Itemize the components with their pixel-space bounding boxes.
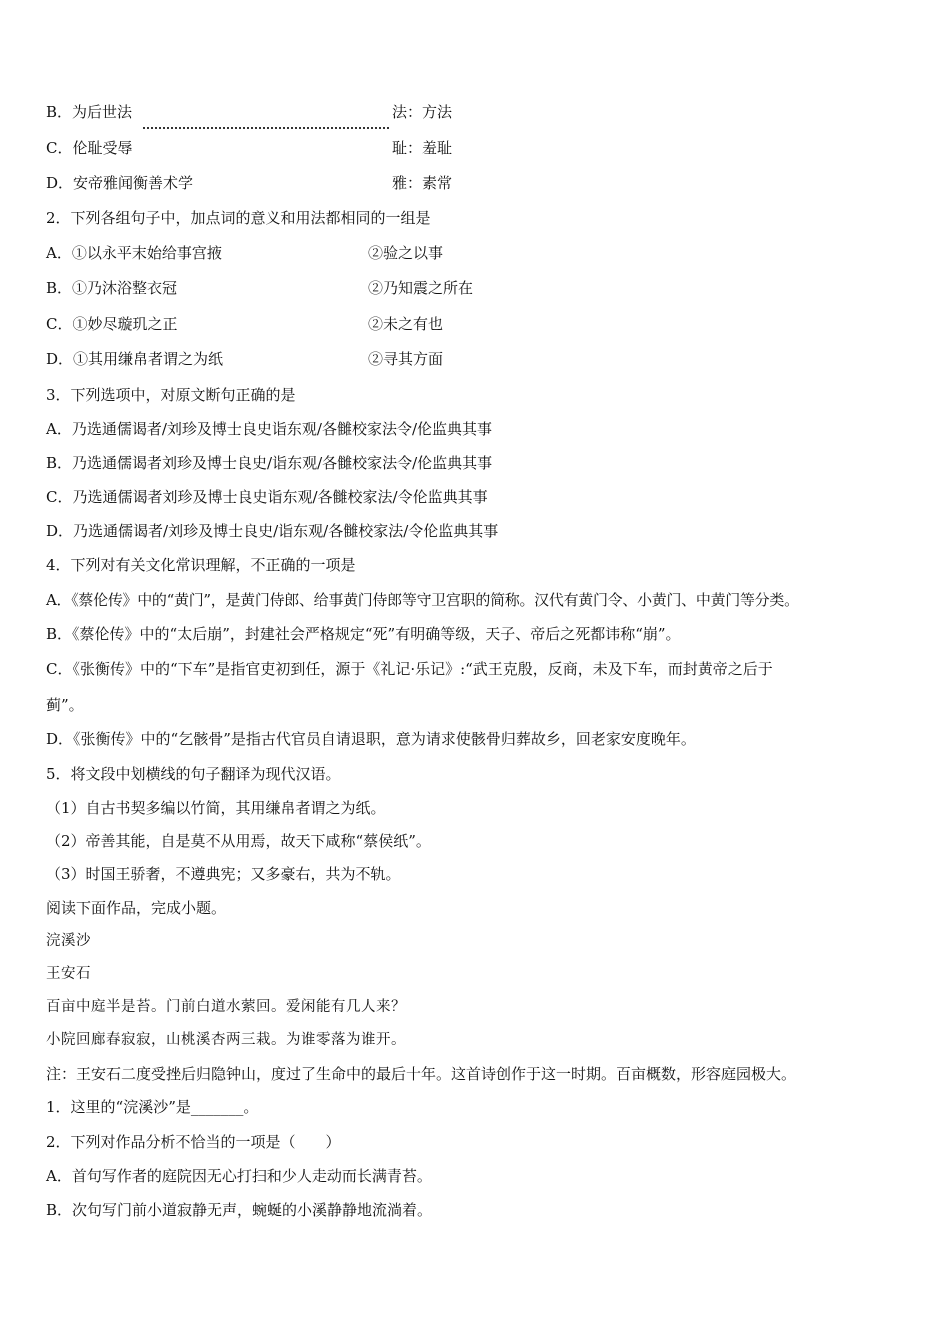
poem-question-2: 2．下列对作品分析不恰当的一项是（ ） xyxy=(46,1133,341,1151)
question-5: 5．将文段中划横线的句子翻译为现代汉语。 xyxy=(46,765,341,783)
q3-option-d: D．乃选通儒谒者/刘珍及博士良史/诣东观/各雠校家法/令伦监典其事 xyxy=(46,522,499,540)
gloss-b: 法：方法 xyxy=(392,103,453,121)
gloss-c: 耻：羞耻 xyxy=(392,139,453,157)
q2-option-c-2: ②未之有也 xyxy=(368,315,444,333)
poem-line-2: 小院回廊春寂寂，山桃溪杏两三栽。为谁零落为谁开。 xyxy=(46,1032,406,1048)
q3-option-b: B．乃选通儒谒者刘珍及博士良史/诣东观/各雠校家法令/伦监典其事 xyxy=(46,454,493,472)
q4-option-c-line1: C．《张衡传》中的“下车”是指官吏初到任，源于《礼记·乐记》:“武王克殷，反商，未及下车，而封黄帝之后于 xyxy=(46,660,773,678)
poem-q2-option-a: A．首句写作者的庭院因无心打扫和少人走动而长满青苔。 xyxy=(46,1167,432,1185)
q3-option-a: A．乃选通儒谒者/刘珍及博士良史诣东观/各雠校家法令/伦监典其事 xyxy=(46,420,492,438)
q4-option-d: D．《张衡传》中的“乞骸骨”是指古代官员自请退职，意为请求使骸骨归葬故乡，回老家安度晚年。 xyxy=(46,730,696,748)
reading-instruction: 阅读下面作品，完成小题。 xyxy=(46,899,227,917)
question-3: 3．下列选项中，对原文断句正确的是 xyxy=(46,386,296,404)
poem-note: 注：王安石二度受挫后归隐钟山，度过了生命中的最后十年。这首诗创作于这一时期。百亩概数，形容庭园极大。 xyxy=(46,1065,797,1083)
q4-option-c-line2: 蓟”。 xyxy=(46,696,84,714)
q2-option-c-1: C．①妙尽璇玑之正 xyxy=(46,315,178,333)
dotted-leader xyxy=(143,107,389,129)
option-c: C．伦耻受辱 xyxy=(46,139,133,157)
question-4: 4．下列对有关文化常识理解，不正确的一项是 xyxy=(46,556,356,574)
poem-line-1: 百亩中庭半是苔。门前白道水萦回。爱闲能有几人来？ xyxy=(46,999,406,1015)
q5-item-1: （1）自古书契多编以竹简，其用缣帛者谓之为纸。 xyxy=(46,799,386,817)
q5-item-3: （3）时国王骄奢，不遵典宪；又多豪右，共为不轨。 xyxy=(46,865,401,883)
option-b: B．为后世法 xyxy=(46,103,133,121)
q2-option-d-1: D．①其用缣帛者谓之为纸 xyxy=(46,350,224,368)
poem-title: 浣溪沙 xyxy=(46,933,91,949)
q4-option-a: A．《蔡伦传》中的“黄门”，是黄门侍郎、给事黄门侍郎等守卫宫职的简称。汉代有黄门令、小黄门、中黄门等分类。 xyxy=(46,591,799,609)
q3-option-c: C．乃选通儒谒者刘珍及博士良史诣东观/各雠校家法/令伦监典其事 xyxy=(46,488,488,506)
q2-option-b-2: ②乃知震之所在 xyxy=(368,279,474,297)
question-2: 2．下列各组句子中，加点词的意义和用法都相同的一组是 xyxy=(46,209,431,227)
poem-question-1: 1．这里的“浣溪沙”是_______。 xyxy=(46,1098,259,1116)
option-d: D．安帝雅闻衡善术学 xyxy=(46,174,194,192)
poem-author: 王安石 xyxy=(46,966,91,982)
poem-q2-option-b: B．次句写门前小道寂静无声，蜿蜒的小溪静静地流淌着。 xyxy=(46,1201,433,1219)
q2-option-a-2: ②验之以事 xyxy=(368,244,444,262)
q2-option-d-2: ②寻其方面 xyxy=(368,350,444,368)
gloss-d: 雅：素常 xyxy=(392,174,453,192)
q4-option-b: B．《蔡伦传》中的“太后崩”，封建社会严格规定“死”有明确等级，天子、帝后之死都讳称“崩”。 xyxy=(46,625,681,643)
q5-item-2: （2）帝善其能，自是莫不从用焉，故天下咸称“蔡侯纸”。 xyxy=(46,832,431,850)
q2-option-a-1: A．①以永平末始给事宫掖 xyxy=(46,244,222,262)
q2-option-b-1: B．①乃沐浴整衣冠 xyxy=(46,279,178,297)
